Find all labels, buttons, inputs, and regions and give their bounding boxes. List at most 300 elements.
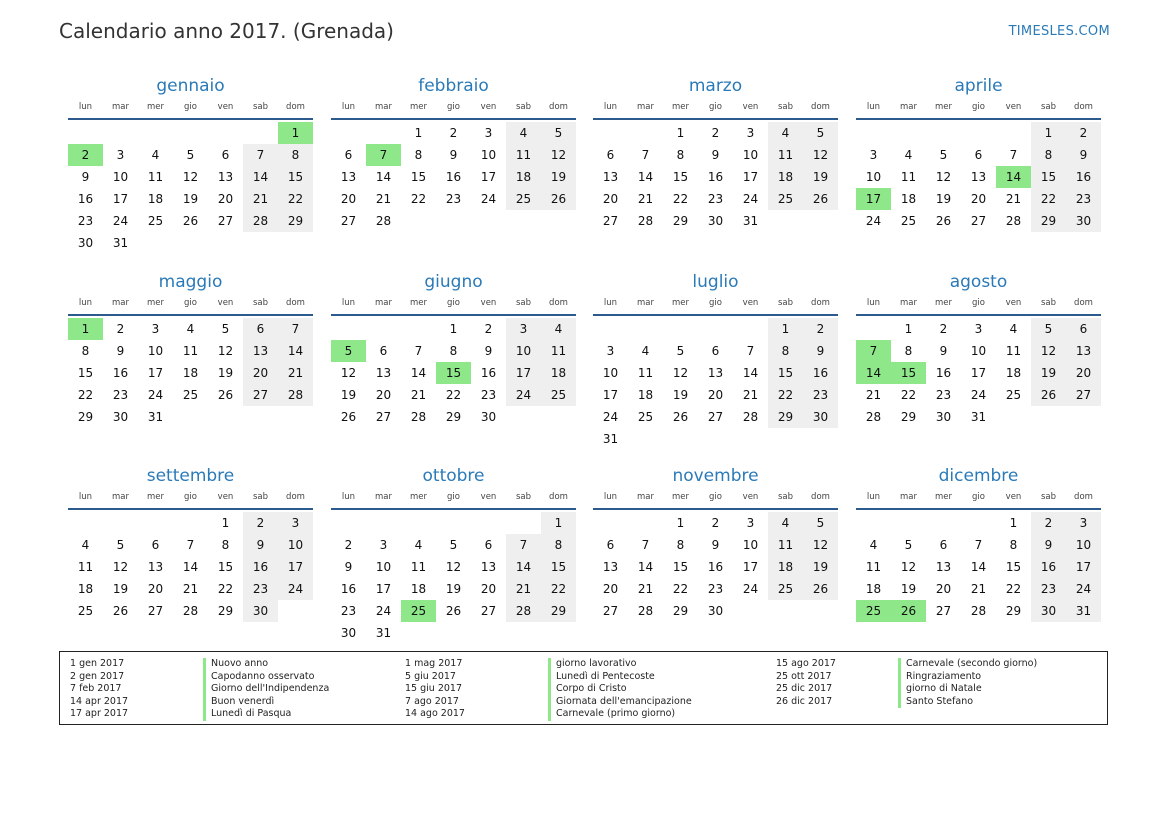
holiday-day-cell: 7: [856, 340, 891, 362]
weekday-label: gio: [447, 492, 460, 502]
legend-date: 7 ago 2017: [405, 695, 459, 707]
legend-holiday-name: Ringraziamento: [898, 671, 1037, 684]
day-cell: 12: [1031, 340, 1066, 362]
day-cell: 12: [803, 144, 838, 166]
day-cell: 25: [768, 578, 803, 600]
weekday-label: dom: [1074, 492, 1093, 502]
day-cell: 13: [375, 366, 392, 380]
weekday-label: ven: [480, 298, 497, 308]
weekday-label: mar: [900, 492, 917, 502]
weekday-label: ven: [480, 102, 497, 112]
day-cell: 26: [340, 410, 357, 424]
empty-cell: [506, 512, 541, 534]
day-cell: 20: [707, 388, 724, 402]
weekday-header: [593, 296, 838, 316]
day-cell: 6: [939, 538, 948, 552]
day-cell: 13: [340, 170, 357, 184]
day-cell: 31: [147, 410, 164, 424]
day-cell: 24: [278, 578, 313, 600]
day-cell: 8: [278, 144, 313, 166]
empty-cell: [593, 318, 628, 340]
empty-cell: [366, 512, 401, 534]
day-cell: 3: [484, 126, 493, 140]
day-cell: 28: [637, 604, 654, 618]
day-cell: 18: [147, 192, 164, 206]
day-cell: 9: [81, 170, 90, 184]
day-cell: 6: [974, 148, 983, 162]
legend-names-3: [898, 658, 1037, 708]
holiday-day-cell: 2: [68, 144, 103, 166]
month-block: [593, 465, 838, 622]
day-cell: 5: [803, 122, 838, 144]
day-cell: 18: [865, 582, 882, 596]
day-cell: 23: [707, 582, 724, 596]
weekday-header: [68, 490, 313, 510]
weekday-label: lun: [603, 298, 618, 308]
weekday-label: lun: [341, 492, 356, 502]
day-cell: 9: [711, 538, 720, 552]
day-grid: [68, 122, 313, 254]
weekday-label: sab: [777, 102, 794, 112]
day-cell: 17: [375, 582, 392, 596]
day-cell: 27: [970, 214, 987, 228]
holiday-day-cell: 25: [856, 600, 891, 622]
day-cell: 19: [445, 582, 462, 596]
day-grid: [331, 318, 576, 428]
day-cell: 5: [904, 538, 913, 552]
day-cell: 1: [541, 512, 576, 534]
day-cell: 29: [1031, 210, 1066, 232]
legend-holiday-name: Corpo di Cristo: [548, 683, 692, 696]
day-cell: 11: [1005, 344, 1022, 358]
weekday-label: lun: [866, 102, 881, 112]
day-cell: 9: [939, 344, 948, 358]
day-cell: 16: [803, 362, 838, 384]
day-grid: [68, 512, 313, 622]
weekday-label: dom: [1074, 298, 1093, 308]
day-cell: 16: [77, 192, 94, 206]
day-cell: 20: [217, 192, 234, 206]
day-cell: 10: [480, 148, 497, 162]
weekday-label: gio: [709, 298, 722, 308]
weekday-label: gio: [447, 102, 460, 112]
legend-date: 1 gen 2017: [70, 658, 125, 669]
weekday-label: sab: [252, 102, 269, 112]
month-name: settembre: [146, 466, 235, 486]
empty-cell: [856, 318, 891, 340]
empty-cell: [698, 318, 733, 340]
weekday-label: ven: [742, 102, 759, 112]
day-cell: 13: [935, 560, 952, 574]
weekday-label: mer: [409, 492, 427, 502]
day-cell: 24: [506, 384, 541, 406]
day-cell: 4: [541, 318, 576, 340]
day-cell: 27: [602, 604, 619, 618]
day-cell: 7: [641, 538, 650, 552]
day-cell: 16: [243, 556, 278, 578]
weekday-label: ven: [217, 298, 234, 308]
day-cell: 21: [278, 362, 313, 384]
day-cell: 25: [637, 410, 654, 424]
day-cell: 7: [746, 344, 755, 358]
legend-date: 15 ago 2017: [776, 658, 836, 669]
day-cell: 30: [935, 410, 952, 424]
day-cell: 17: [112, 192, 129, 206]
legend-holiday-name: Santo Stefano: [898, 696, 1037, 709]
weekday-header: [593, 490, 838, 510]
day-cell: 5: [449, 538, 458, 552]
day-cell: 20: [970, 192, 987, 206]
weekday-label: sab: [252, 492, 269, 502]
legend-date: 15 giu 2017: [405, 683, 462, 695]
day-cell: 26: [935, 214, 952, 228]
day-cell: 29: [445, 410, 462, 424]
day-cell: 5: [676, 344, 685, 358]
empty-cell: [331, 122, 366, 144]
day-cell: 10: [278, 534, 313, 556]
day-cell: 28: [182, 604, 199, 618]
weekday-header: [593, 100, 838, 120]
weekday-label: mer: [934, 492, 952, 502]
legend-dates-2: [405, 658, 465, 721]
legend-holiday-name: Carnevale (secondo giorno): [898, 658, 1037, 671]
weekday-label: mer: [671, 492, 689, 502]
empty-cell: [103, 122, 138, 144]
weekday-label: mer: [146, 298, 164, 308]
weekday-label: gio: [184, 298, 197, 308]
weekday-label: dom: [811, 298, 830, 308]
month-name: marzo: [688, 76, 743, 96]
day-cell: 18: [637, 388, 654, 402]
day-cell: 4: [904, 148, 913, 162]
holiday-legend: [59, 651, 1108, 725]
weekday-label: ven: [1005, 102, 1022, 112]
legend-holiday-name: Giorno dell'Indipendenza: [203, 683, 329, 696]
weekday-label: mar: [637, 102, 654, 112]
month-block: [856, 271, 1101, 428]
day-cell: 25: [900, 214, 917, 228]
day-grid: [331, 122, 576, 232]
day-cell: 9: [243, 534, 278, 556]
day-cell: 27: [217, 214, 234, 228]
day-cell: 21: [1005, 192, 1022, 206]
day-cell: 4: [768, 512, 803, 534]
empty-cell: [891, 122, 926, 144]
day-cell: 3: [116, 148, 125, 162]
day-cell: 24: [1066, 578, 1101, 600]
legend-names-1: [203, 658, 329, 721]
day-cell: 26: [112, 604, 129, 618]
day-cell: 17: [742, 170, 759, 184]
day-cell: 18: [768, 556, 803, 578]
weekday-label: ven: [742, 492, 759, 502]
day-cell: 1: [904, 322, 913, 336]
weekday-label: ven: [480, 492, 497, 502]
weekday-label: lun: [603, 102, 618, 112]
day-cell: 27: [375, 410, 392, 424]
day-cell: 14: [243, 166, 278, 188]
weekday-label: gio: [184, 492, 197, 502]
day-cell: 8: [221, 538, 230, 552]
day-cell: 18: [768, 166, 803, 188]
day-cell: 12: [112, 560, 129, 574]
weekday-label: sab: [1040, 102, 1057, 112]
day-cell: 2: [116, 322, 125, 336]
day-cell: 14: [278, 340, 313, 362]
weekday-label: lun: [866, 492, 881, 502]
legend-date: 17 apr 2017: [70, 708, 129, 720]
day-cell: 15: [1031, 166, 1066, 188]
day-grid: [856, 318, 1101, 428]
day-cell: 4: [506, 122, 541, 144]
day-cell: 9: [1031, 534, 1066, 556]
weekday-label: gio: [709, 492, 722, 502]
weekday-label: gio: [447, 298, 460, 308]
month-name: agosto: [949, 272, 1008, 292]
weekday-label: lun: [78, 102, 93, 112]
day-cell: 26: [803, 188, 838, 210]
weekday-label: ven: [217, 492, 234, 502]
day-cell: 14: [637, 560, 654, 574]
holiday-day-cell: 25: [401, 600, 436, 622]
day-cell: 19: [900, 582, 917, 596]
day-cell: 13: [147, 560, 164, 574]
day-cell: 5: [116, 538, 125, 552]
month-block: [856, 75, 1101, 232]
day-cell: 20: [1066, 362, 1101, 384]
day-cell: 17: [602, 388, 619, 402]
day-cell: 20: [375, 388, 392, 402]
day-cell: 15: [672, 560, 689, 574]
month-block: [68, 271, 313, 428]
day-cell: 10: [970, 344, 987, 358]
day-cell: 23: [480, 388, 497, 402]
weekday-label: dom: [286, 102, 305, 112]
day-cell: 23: [112, 388, 129, 402]
day-cell: 21: [742, 388, 759, 402]
day-cell: 20: [602, 582, 619, 596]
weekday-header: [856, 296, 1101, 316]
day-cell: 26: [182, 214, 199, 228]
holiday-day-cell: 17: [856, 188, 891, 210]
day-cell: 21: [506, 578, 541, 600]
day-cell: 27: [340, 214, 357, 228]
day-cell: 17: [1066, 556, 1101, 578]
day-cell: 12: [445, 560, 462, 574]
day-cell: 14: [970, 560, 987, 574]
weekday-label: mar: [637, 492, 654, 502]
empty-cell: [401, 512, 436, 534]
day-grid: [331, 512, 576, 644]
day-cell: 31: [1066, 600, 1101, 622]
site-link[interactable]: TIMESLES.COM: [1008, 24, 1110, 39]
day-cell: 19: [803, 166, 838, 188]
day-cell: 31: [602, 432, 619, 446]
day-cell: 3: [151, 322, 160, 336]
empty-cell: [628, 318, 663, 340]
day-cell: 3: [606, 344, 615, 358]
day-cell: 28: [410, 410, 427, 424]
empty-cell: [471, 512, 506, 534]
weekday-label: ven: [1005, 492, 1022, 502]
legend-holiday-name: Buon venerdì: [203, 696, 329, 709]
day-cell: 14: [375, 170, 392, 184]
weekday-label: mar: [112, 492, 129, 502]
day-grid: [593, 122, 838, 232]
day-cell: 2: [484, 322, 493, 336]
empty-cell: [331, 512, 366, 534]
day-cell: 21: [243, 188, 278, 210]
day-cell: 12: [182, 170, 199, 184]
weekday-label: sab: [252, 298, 269, 308]
day-cell: 23: [707, 192, 724, 206]
weekday-label: gio: [972, 102, 985, 112]
day-cell: 25: [541, 384, 576, 406]
day-cell: 15: [1005, 560, 1022, 574]
weekday-label: lun: [866, 298, 881, 308]
day-cell: 8: [1009, 538, 1018, 552]
day-cell: 24: [970, 388, 987, 402]
day-cell: 9: [711, 148, 720, 162]
day-cell: 7: [278, 318, 313, 340]
day-cell: 13: [707, 366, 724, 380]
day-cell: 6: [379, 344, 388, 358]
empty-cell: [68, 122, 103, 144]
day-cell: 15: [768, 362, 803, 384]
day-cell: 11: [506, 144, 541, 166]
day-cell: 11: [768, 144, 803, 166]
holiday-day-cell: 14: [996, 166, 1031, 188]
day-cell: 25: [147, 214, 164, 228]
day-cell: 7: [641, 148, 650, 162]
day-cell: 22: [900, 388, 917, 402]
legend-dates-1: [70, 658, 128, 721]
day-cell: 19: [217, 366, 234, 380]
weekday-label: sab: [515, 102, 532, 112]
holiday-day-cell: 5: [331, 340, 366, 362]
day-grid: [856, 122, 1101, 232]
empty-cell: [366, 122, 401, 144]
day-cell: 29: [768, 406, 803, 428]
legend-date: 5 giu 2017: [405, 670, 456, 682]
day-cell: 22: [1031, 188, 1066, 210]
day-cell: 26: [445, 604, 462, 618]
weekday-label: ven: [1005, 298, 1022, 308]
day-cell: 12: [541, 144, 576, 166]
day-cell: 16: [340, 582, 357, 596]
weekday-label: dom: [1074, 102, 1093, 112]
day-cell: 23: [1066, 188, 1101, 210]
weekday-label: mer: [671, 298, 689, 308]
empty-cell: [173, 512, 208, 534]
day-cell: 3: [974, 322, 983, 336]
month-name: aprile: [954, 76, 1003, 96]
day-cell: 9: [484, 344, 493, 358]
day-cell: 8: [541, 534, 576, 556]
day-cell: 2: [243, 512, 278, 534]
day-cell: 15: [278, 166, 313, 188]
day-cell: 25: [77, 604, 94, 618]
day-cell: 5: [939, 148, 948, 162]
day-cell: 22: [672, 582, 689, 596]
day-cell: 11: [541, 340, 576, 362]
day-cell: 30: [112, 410, 129, 424]
weekday-label: ven: [217, 102, 234, 112]
day-cell: 16: [480, 366, 497, 380]
day-cell: 10: [602, 366, 619, 380]
day-cell: 22: [672, 192, 689, 206]
day-cell: 23: [445, 192, 462, 206]
day-cell: 8: [81, 344, 90, 358]
empty-cell: [173, 122, 208, 144]
legend-date: 14 ago 2017: [405, 708, 465, 720]
day-cell: 28: [375, 214, 392, 228]
day-cell: 16: [707, 560, 724, 574]
day-cell: 13: [602, 170, 619, 184]
weekday-label: dom: [549, 298, 568, 308]
day-cell: 30: [803, 406, 838, 428]
month-block: [593, 271, 838, 450]
weekday-label: dom: [286, 298, 305, 308]
day-cell: 17: [742, 560, 759, 574]
day-cell: 20: [147, 582, 164, 596]
day-cell: 14: [637, 170, 654, 184]
day-cell: 11: [410, 560, 427, 574]
day-cell: 22: [768, 384, 803, 406]
day-cell: 7: [414, 344, 423, 358]
day-cell: 12: [672, 366, 689, 380]
month-block: [68, 75, 313, 254]
day-cell: 29: [77, 410, 94, 424]
day-cell: 3: [869, 148, 878, 162]
day-cell: 23: [803, 384, 838, 406]
weekday-label: sab: [1040, 492, 1057, 502]
weekday-label: sab: [1040, 298, 1057, 308]
legend-date: 25 dic 2017: [776, 683, 833, 695]
day-cell: 14: [742, 366, 759, 380]
day-cell: 3: [746, 516, 755, 530]
day-cell: 19: [935, 192, 952, 206]
day-cell: 2: [939, 322, 948, 336]
empty-cell: [103, 512, 138, 534]
day-cell: 29: [541, 600, 576, 622]
day-cell: 11: [768, 534, 803, 556]
day-cell: 10: [1066, 534, 1101, 556]
day-cell: 6: [221, 148, 230, 162]
month-name: ottobre: [422, 466, 485, 486]
day-cell: 16: [1066, 166, 1101, 188]
weekday-label: sab: [515, 492, 532, 502]
weekday-header: [331, 100, 576, 120]
weekday-label: lun: [78, 492, 93, 502]
day-cell: 24: [865, 214, 882, 228]
day-cell: 27: [480, 604, 497, 618]
day-cell: 16: [445, 170, 462, 184]
day-cell: 16: [935, 366, 952, 380]
weekday-header: [68, 100, 313, 120]
day-cell: 7: [506, 534, 541, 556]
month-block: [331, 271, 576, 428]
day-cell: 28: [278, 384, 313, 406]
empty-cell: [891, 512, 926, 534]
empty-cell: [663, 318, 698, 340]
day-cell: 28: [970, 604, 987, 618]
day-cell: 15: [77, 366, 94, 380]
day-cell: 28: [1005, 214, 1022, 228]
day-cell: 18: [900, 192, 917, 206]
weekday-label: dom: [811, 102, 830, 112]
weekday-header: [856, 100, 1101, 120]
